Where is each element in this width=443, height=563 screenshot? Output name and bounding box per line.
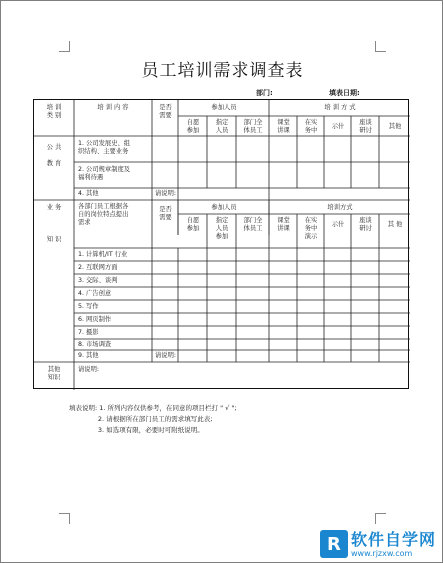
section2-needed: 是否 需要 xyxy=(159,206,172,221)
header-content: 培 训 内 容 xyxy=(97,104,129,111)
section2-item: 1. 计算机/IT 行业 xyxy=(78,251,128,258)
section2-item: 9. 其他 xyxy=(78,352,99,359)
participant-col: 部门全 体员工 xyxy=(243,119,263,134)
note-line: 2. 请根据所在部门员工的需求填写此表; xyxy=(69,415,213,423)
section1-item: 2. 公司规章制度及 福利待遇 xyxy=(78,166,131,181)
method-col: 座谈 研讨 xyxy=(359,119,372,134)
watermark-url: www.rjzxw.com xyxy=(350,548,413,558)
method-col: 在实 务中 xyxy=(304,119,318,134)
section2-category: 业 务 知 识 xyxy=(46,204,62,243)
header-participants: 参加人员 xyxy=(211,104,237,111)
header-needed: 是否 需要 xyxy=(159,104,172,119)
section2-intro: 各部门员工根据各 自的岗位特点提出 需求 xyxy=(78,203,129,226)
section2-item: 7. 摄影 xyxy=(78,329,99,336)
document-title: 员工培训需求调查表 xyxy=(141,61,304,81)
section1-item: 4. 其他 xyxy=(78,190,99,197)
fill-instructions xyxy=(69,403,237,436)
date-label: 填表日期: xyxy=(329,89,360,97)
crop-mark xyxy=(375,513,386,524)
method-col: 课堂 讲课 xyxy=(277,119,290,134)
section2-item: 4. 广告创意 xyxy=(78,290,112,297)
participant-col: 自愿 参加 xyxy=(186,217,200,232)
department-label: 部门: xyxy=(256,89,273,97)
training-needs-table xyxy=(33,99,409,389)
section2-item: 5. 写作 xyxy=(78,303,99,310)
method-col: 课堂 讲课 xyxy=(277,217,290,232)
watermark-name: 软件自学网 xyxy=(350,529,436,549)
section2-item: 2. 互联网方面 xyxy=(78,264,118,271)
method-col: 其他 xyxy=(388,123,402,130)
section1-category: 公 共 教 育 xyxy=(46,144,62,167)
method-col: 座谈 研讨 xyxy=(359,217,372,232)
method-col: 其 他 xyxy=(387,221,403,228)
crop-mark xyxy=(59,513,70,524)
section2-item: 3. 交际、谈判 xyxy=(78,277,118,284)
section2-method: 培训方式 xyxy=(327,204,353,211)
section2-item: 8. 市场调查 xyxy=(78,341,112,348)
crop-mark xyxy=(59,41,70,52)
participant-col: 自愿 参加 xyxy=(186,119,200,134)
section2-participants: 参加人员 xyxy=(211,204,237,211)
site-watermark xyxy=(320,530,436,558)
method-col: 示什 xyxy=(331,123,345,130)
participant-col: 指定 人员 xyxy=(215,119,229,134)
section3-remark: 请说明: xyxy=(78,366,100,373)
participant-col: 指定 人员 参加 xyxy=(215,217,229,240)
section3-category: 其他 知识 xyxy=(47,366,61,381)
method-col: 示什 xyxy=(331,221,345,228)
method-col: 在实 务中 演示 xyxy=(304,217,318,240)
note-line: 填表说明: 1. 所列内容仅供参考，在同意的项目栏打 " √ "; xyxy=(69,404,237,412)
crop-mark xyxy=(375,41,386,52)
section1-remark: 请说明: xyxy=(155,190,177,197)
section2-item: 6. 网页制作 xyxy=(78,316,112,323)
watermark-logo-icon: R xyxy=(320,530,348,558)
section1-item: 1. 公司发展史、组 织结构、主要业务 xyxy=(78,140,131,155)
note-line: 3. 如选项有限，必要时可附纸说明。 xyxy=(69,426,204,434)
header-method: 培 训 方 式 xyxy=(324,104,356,111)
section2-remark: 请说明: xyxy=(155,352,177,359)
header-category: 培 训 类 别 xyxy=(46,104,62,119)
participant-col: 部门全 体员工 xyxy=(243,217,263,232)
